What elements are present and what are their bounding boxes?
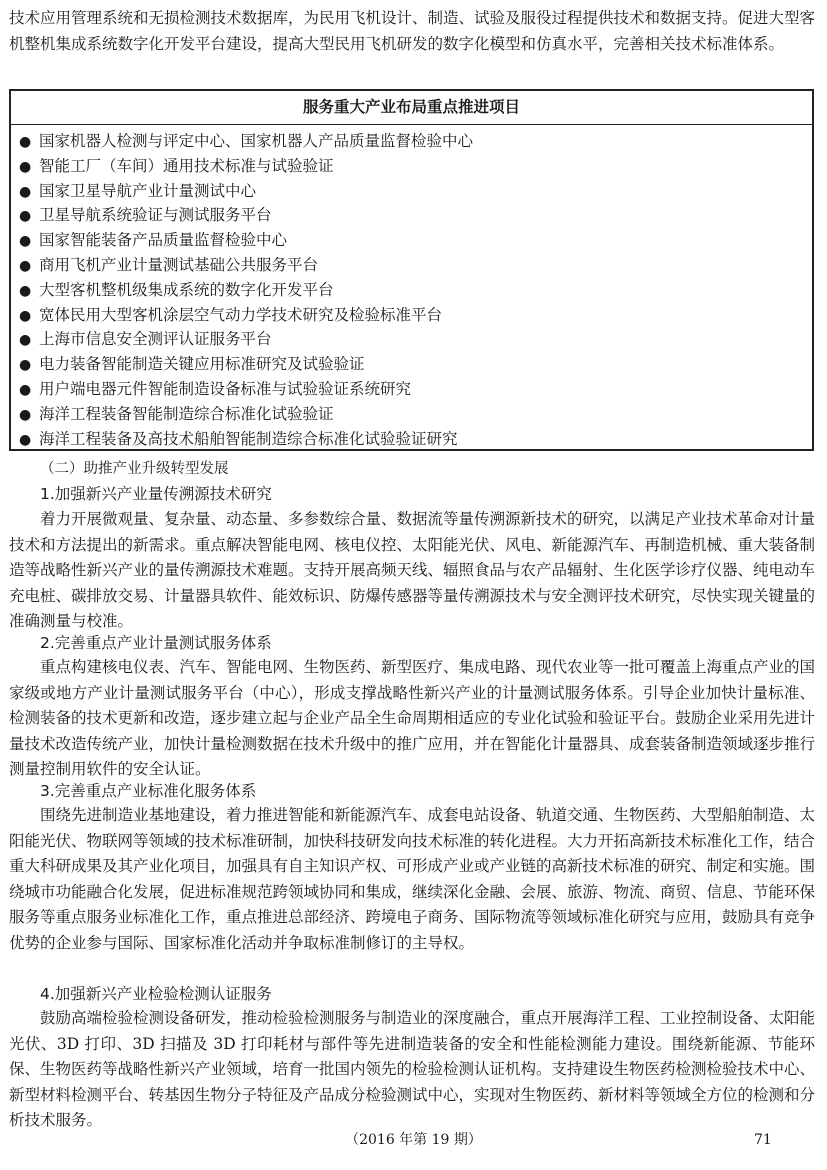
bullet-icon: ●: [19, 431, 32, 448]
bullet-icon: ●: [19, 208, 32, 225]
list-item: [19, 203, 812, 228]
section-subheading: （二）助推产业升级转型发展: [40, 461, 229, 477]
bullet-icon: ●: [19, 357, 32, 374]
list-item: [19, 278, 812, 303]
bullet-icon: ●: [19, 406, 32, 423]
bullet-icon: ●: [19, 183, 32, 200]
list-item: [19, 253, 812, 278]
key-projects-list: [11, 125, 812, 451]
bullet-icon: ●: [19, 332, 32, 349]
list-item-text: 国家机器人检测与评定中心、国家机器人产品质量监督检验中心: [39, 132, 474, 150]
bullet-icon: ●: [19, 158, 32, 175]
list-item-text: 海洋工程装备智能制造综合标准化试验验证: [39, 404, 334, 423]
section-body-1: 着力开展微观量、复杂量、动态量、多参数综合量、数据流等量传溯源新技术的研究，以满足产业技术革命对计量技术和方法提出的新需求。重点解决智能电网、核电仪控、太阳能光伏、风电、新能源汽车、再制造机械、重大装备制造等战略性新兴产业的量传溯源技术难题。支持开展高频天线、辐照食品与农产品辐射、生化医学诊疗仪器、纯电动车充电桩、碳排放交易、计量器具软件、能效标识、防爆传感器等量传溯源技术与安全测评技术研究，尽快实现关键量的准确测量与校准。: [9, 510, 816, 631]
section-heading-3: 3.完善重点产业标准化服务体系: [40, 782, 257, 800]
list-item: [19, 228, 812, 253]
list-item-text: 国家卫星导航产业计量测试中心: [39, 181, 257, 200]
list-item: [19, 129, 812, 154]
bullet-icon: ●: [19, 307, 32, 324]
bullet-icon: ●: [19, 282, 32, 299]
list-item: [19, 154, 812, 179]
bullet-icon: ●: [19, 257, 32, 274]
bullet-icon: ●: [19, 381, 32, 398]
list-item-text: 商用飞机产业计量测试基础公共服务平台: [39, 255, 319, 274]
list-item-text: 电力装备智能制造关键应用标准研究及试验验证: [39, 355, 365, 374]
list-item: [19, 427, 812, 452]
key-projects-box: [9, 89, 814, 451]
list-item: [19, 327, 812, 352]
section-body-3: 围绕先进制造业基地建设，着力推进智能和新能源汽车、成套电站设备、轨道交通、生物医药、大型船舶制造、太阳能光伏、物联网等领域的技术标准研制，加快科技研发向技术标准的转化进程。大力开拓高新技术标准化工作，结合重大科研成果及其产业化项目，加强具有自主知识产权、可形成产业或产业链的高新技术标准的研究、制定和实施。围绕城市功能融合化发展，促进标准规范跨领域协同和集成，继续深化金融、会展、旅游、物流、商贸、信息、节能环保服务等重点服务业标准化工作，重点推进总部经济、跨境电子商务、国际物流等领域标准化研究与应用，鼓励具有竞争优势的企业参与国际、国家标准化活动并争取标准制修订的主导权。: [9, 806, 816, 952]
list-item: [19, 303, 812, 328]
list-item-text: 用户端电器元件智能制造设备标准与试验验证系统研究: [39, 379, 412, 398]
list-item-text: 宽体民用大型客机涂层空气动力学技术研究及检验标准平台: [39, 305, 443, 324]
list-item: [19, 402, 812, 427]
list-item-text: 海洋工程装备及高技术船舶智能制造综合标准化试验验证研究: [39, 429, 458, 448]
page-number: 71: [754, 1132, 772, 1148]
section-body-4: 鼓励高端检验检测设备研发，推动检验检测服务与制造业的深度融合，重点开展海洋工程、工业控制设备、太阳能光伏、3D 打印、3D 扫描及 3D 打印耗材与部件等先进制造装备的安全和性能检测能力建设。围绕新能源、节能环保、生物医药等战略性新兴产业领域，培育一批国内领先的检验检测认证机构。支持建设生物医药检测检验技术中心、新型材料检测平台、转基因生物分子特征及产品成分检验测试中心，实现对生物医药、新材料等领域全方位的检测和分析技术服务。: [9, 1009, 816, 1130]
list-item-text: 智能工厂（车间）通用技术标准与试验验证: [39, 156, 334, 175]
bullet-icon: ●: [19, 134, 32, 150]
list-item: [19, 352, 812, 377]
section-heading-1: 1.加强新兴产业量传溯源技术研究: [40, 485, 272, 503]
bullet-icon: ●: [19, 233, 32, 250]
section-body-2: 重点构建核电仪表、汽车、智能电网、生物医药、新型医疗、集成电路、现代农业等一批可覆盖上海重点产业的国家级或地方产业计量测试服务平台（中心），形成支撑战略性新兴产业的计量测试服务体系。引导企业加快计量标准、检测装备的技术更新和改造，逐步建立起与企业产品全生命周期相适应的专业化试验和验证平台。鼓励企业采用先进计量技术改造传统产业，加快计量检测数据在技术升级中的推广应用，并在智能化计量器具、成套装备制造领域逐步推行测量控制用软件的安全认证。: [9, 658, 816, 779]
list-item-text: 国家智能装备产品质量监督检验中心: [39, 231, 288, 250]
list-item-text: 大型客机整机级集成系统的数字化开发平台: [39, 280, 334, 299]
section-heading-2: 2.完善重点产业计量测试服务体系: [40, 634, 272, 652]
list-item-text: 上海市信息安全测评认证服务平台: [39, 330, 272, 349]
intro-paragraph: 技术应用管理系统和无损检测技术数据库，为民用飞机设计、制造、试验及服役过程提供技术和数据支持。促进大型客机整机集成系统数字化开发平台建设，提高大型民用飞机研发的数字化模型和仿真水平，完善相关技术标准体系。: [9, 9, 816, 53]
footer-issue-label: （2016 年第 19 期）: [345, 1132, 482, 1148]
list-item-text: 卫星导航系统验证与测试服务平台: [39, 206, 272, 225]
list-item: [19, 179, 812, 204]
key-projects-title: 服务重大产业布局重点推进项目: [11, 91, 812, 125]
list-item: [19, 377, 812, 402]
section-heading-4: 4.加强新兴产业检验检测认证服务: [40, 985, 272, 1003]
